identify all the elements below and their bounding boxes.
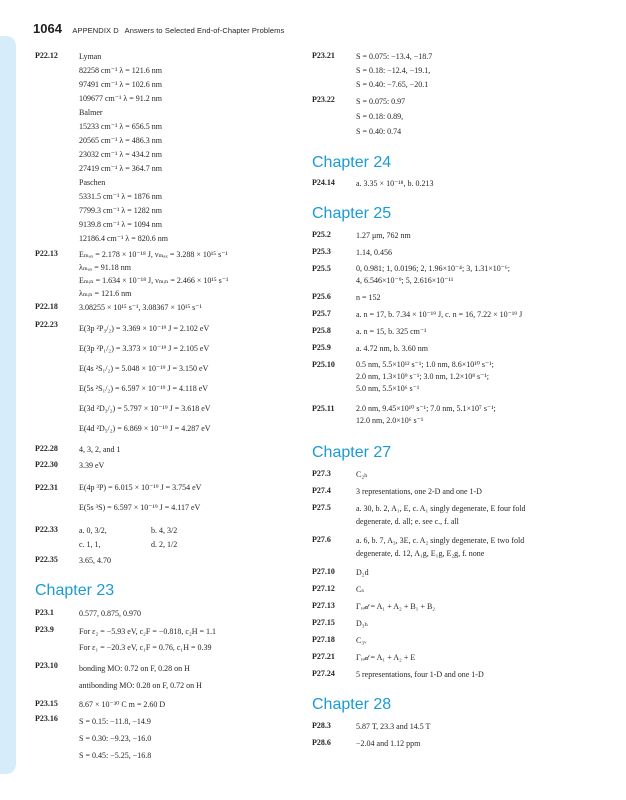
answer-p22-30 — [35, 459, 300, 472]
answer-line: λₘₐₓ = 91.18 nm — [79, 263, 132, 272]
answer-line: S = 0.15: −11.8, −14.9 — [79, 717, 151, 726]
answer-p25-9 — [312, 342, 608, 355]
answer-line: 15233 cm⁻¹ λ = 656.5 nm — [79, 122, 163, 131]
answer-lines — [356, 177, 608, 190]
answer-lines — [356, 651, 608, 664]
answer-line: a. 4.72 nm, b. 3.60 nm — [356, 344, 428, 353]
answer-line: 109677 cm⁻¹ λ = 91.2 nm — [79, 94, 163, 103]
answer-line: degenerate, d. 12, A₁g, E₁g, E₂g, f. none — [356, 549, 485, 558]
answer-line: 4, 6.546×10⁻⁹; 5, 2.616×10⁻¹¹ — [356, 276, 454, 285]
answer-p27-6 — [312, 534, 608, 560]
answer-line: 20565 cm⁻¹ λ = 486.3 nm — [79, 136, 163, 145]
answer-line: S = 0.075: 0.97 — [356, 97, 406, 106]
answer-lines — [79, 698, 300, 711]
answer-line: 4, 3, 2, and 1 — [79, 445, 121, 454]
problem-id: P22.33 — [35, 525, 58, 534]
answer-line: E(3p ²P₁/₂) = 3.373 × 10⁻¹⁹ J = 2.105 eV — [79, 344, 210, 353]
answer-cell: d. 2, 1/2 — [151, 540, 178, 549]
answer-lines — [356, 342, 608, 355]
answer-p25-2 — [312, 229, 608, 242]
answer-line: 82258 cm⁻¹ λ = 121.6 nm — [79, 66, 163, 75]
answer-line: 0.5 nm, 5.5×10¹² s⁻¹; 1.0 nm, 8.6×10¹⁰ s⁻¹; — [356, 360, 494, 369]
chapter-heading-23: Chapter 23 — [35, 582, 115, 599]
answer-line: C₂ₕ — [356, 470, 368, 479]
answer-p27-13 — [312, 600, 608, 613]
answer-line: S = 0.18: 0.89, — [356, 112, 404, 121]
answer-lines — [79, 301, 300, 315]
answer-line: 3.39 eV — [79, 461, 105, 470]
running-head — [72, 26, 284, 35]
answer-line: E(5s ²S₁/₂) = 6.597 × 10⁻¹⁹ J = 4.118 eV — [79, 384, 209, 393]
problem-id: P27.10 — [312, 567, 335, 576]
problem-id: P27.4 — [312, 486, 331, 495]
right-column — [312, 50, 608, 750]
answer-cells — [79, 524, 300, 552]
problem-id: P23.15 — [35, 699, 58, 708]
answer-lines — [356, 502, 608, 528]
answer-p27-5 — [312, 502, 608, 528]
running-head-title: Answers to Selected End-of-Chapter Problems — [124, 26, 285, 35]
answer-line: 2.0 nm, 9.45×10¹⁰ s⁻¹; 7.0 nm, 5.1×10⁷ s⁻¹; — [356, 404, 496, 413]
answer-line: Cₛ — [356, 585, 365, 594]
answer-line: E(4s ²S₁/₂) = 5.048 × 10⁻¹⁹ J = 3.150 eV — [79, 364, 209, 373]
problem-id: P25.5 — [312, 264, 331, 273]
answer-line: 3 representations, one 2-D and one 1-D — [356, 487, 482, 496]
answer-lines — [79, 660, 300, 694]
problem-id: P22.35 — [35, 555, 58, 564]
answer-p23-22 — [312, 94, 608, 139]
problem-id: P25.11 — [312, 404, 335, 413]
answer-line: 0, 0.981; 1, 0.0196; 2, 1.96×10⁻⁴; 3, 1.31×10⁻⁶; — [356, 264, 510, 273]
answer-line: S = 0.30: −9.23, −16.0 — [79, 734, 152, 743]
chapter-heading-27: Chapter 27 — [312, 444, 392, 461]
answer-line: S = 0.45: −5.25, −16.8 — [79, 751, 152, 760]
problem-id: P25.10 — [312, 360, 335, 369]
problem-id: P25.2 — [312, 230, 331, 239]
answer-p22-18 — [35, 301, 300, 315]
answer-p22-35 — [35, 554, 300, 567]
appendix-label: APPENDIX D — [72, 26, 119, 35]
problem-id: P27.5 — [312, 503, 331, 512]
answer-lines — [356, 600, 608, 613]
page-header — [33, 20, 606, 42]
answer-lines — [356, 737, 608, 750]
answer-line: bonding MO: 0.72 on F, 0.28 on H — [79, 664, 190, 673]
problem-id: P27.12 — [312, 584, 335, 593]
answer-cell: c. 1, 1, — [79, 540, 101, 549]
answer-lines — [356, 668, 608, 681]
answer-line: 27419 cm⁻¹ λ = 364.7 nm — [79, 164, 163, 173]
answer-p24-14 — [312, 177, 608, 190]
answer-line: S = 0.18: −12.4, −19.1, — [356, 66, 431, 75]
answer-p27-18 — [312, 634, 608, 647]
answer-lines — [356, 617, 608, 630]
problem-id: P27.18 — [312, 635, 335, 644]
answer-lines — [79, 443, 300, 456]
answer-lines — [356, 566, 608, 579]
problem-id: P23.21 — [312, 51, 335, 60]
answer-p27-12 — [312, 583, 608, 596]
answer-line: D₃ₕ — [356, 619, 369, 628]
answer-lines — [356, 403, 608, 427]
answer-lines — [79, 459, 300, 472]
answer-line: a. n = 17, b. 7.34 × 10⁻¹⁹ J, c. n = 16, 7.22 × 10⁻¹⁹ J — [356, 310, 523, 319]
answer-p28-3 — [312, 720, 608, 733]
answer-p25-10 — [312, 359, 608, 395]
answer-line: 9139.8 cm⁻¹ λ = 1094 nm — [79, 220, 163, 229]
answer-line: 5 representations, four 1-D and one 1-D — [356, 670, 484, 679]
answer-p23-10 — [35, 660, 300, 694]
answer-lines — [79, 713, 300, 764]
answer-lines — [79, 554, 300, 567]
answer-line: λₘᵢₙ = 121.6 nm — [79, 289, 132, 298]
answer-p22-33 — [35, 524, 300, 552]
answer-p23-21 — [312, 50, 608, 92]
answer-p22-31 — [35, 478, 300, 518]
answer-line: 5.87 T, 23.3 and 14.5 T — [356, 722, 431, 731]
problem-id: P22.30 — [35, 460, 58, 469]
problem-id: P25.3 — [312, 247, 331, 256]
problem-id: P25.8 — [312, 326, 331, 335]
answer-lines — [79, 319, 300, 439]
answer-p25-3 — [312, 246, 608, 259]
page-number: 1064 — [33, 21, 62, 36]
answer-p25-5 — [312, 263, 608, 287]
answer-line: 7799.3 cm⁻¹ λ = 1282 nm — [79, 206, 163, 215]
answer-lines — [356, 308, 608, 321]
answer-line: 5.0 nm, 5.5×10⁶ s⁻¹ — [356, 384, 420, 393]
answer-line: S = 0.075: −13.4, −18.7 — [356, 52, 433, 61]
answer-p22-13 — [35, 248, 300, 300]
answer-line: Paschen — [79, 178, 106, 187]
answer-line: 8.67 × 10⁻³⁰ C m = 2.60 D — [79, 700, 166, 709]
answer-lines — [79, 50, 300, 246]
problem-id: P27.6 — [312, 535, 331, 544]
problem-id: P24.14 — [312, 178, 335, 187]
answer-line: 1.14, 0.456 — [356, 248, 392, 257]
problem-id: P22.12 — [35, 51, 58, 60]
answer-line: E(3d ²D₃/₂) = 5.797 × 10⁻¹⁹ J = 3.618 eV — [79, 404, 211, 413]
problem-id: P25.9 — [312, 343, 331, 352]
answer-line: For ε₂ = −5.93 eV, c₂F = −0.818, c₂H = 1.1 — [79, 627, 217, 636]
answer-line: S = 0.40: 0.74 — [356, 127, 402, 136]
answer-line: 1.27 μm, 762 nm — [356, 231, 411, 240]
answer-lines — [356, 291, 608, 304]
answer-lines — [356, 583, 608, 596]
problem-id: P27.13 — [312, 601, 335, 610]
answer-lines — [356, 720, 608, 733]
answer-cell: b. 4, 3/2 — [151, 526, 178, 535]
problem-id: P23.10 — [35, 661, 58, 670]
answer-line: n = 152 — [356, 293, 381, 302]
answer-line: 3.65, 4.70 — [79, 556, 111, 565]
chapter-heading-24: Chapter 24 — [312, 154, 392, 171]
answer-lines — [356, 263, 608, 287]
answer-lines — [356, 359, 608, 395]
answer-line: a. 3.35 × 10⁻¹⁸, b. 0.213 — [356, 179, 434, 188]
chapter-heading-25: Chapter 25 — [312, 205, 392, 222]
answer-p22-23 — [35, 319, 300, 439]
answer-p27-4 — [312, 485, 608, 498]
problem-id: P22.23 — [35, 320, 58, 329]
answer-p27-21 — [312, 651, 608, 664]
problem-id: P28.3 — [312, 721, 331, 730]
answer-lines — [356, 94, 608, 139]
answer-line: −2.04 and 1.12 ppm — [356, 739, 421, 748]
answer-line: E(4p ³P) = 6.015 × 10⁻¹⁹ J = 3.754 eV — [79, 483, 202, 492]
answer-line: 12.0 nm, 2.0×10⁶ s⁻¹ — [356, 416, 424, 425]
answer-p28-6 — [312, 737, 608, 750]
answer-lines — [356, 534, 608, 560]
problem-id: P25.6 — [312, 292, 331, 301]
answer-line: For ε₁ = −20.3 eV, c₁F = 0.76, c₁H = 0.39 — [79, 643, 212, 652]
answer-lines — [356, 50, 608, 92]
answer-line: Lyman — [79, 52, 102, 61]
answer-line: 2.0 nm, 1.3×10⁹ s⁻¹; 3.0 nm, 1.2×10⁸ s⁻¹; — [356, 372, 489, 381]
answer-line: 97491 cm⁻¹ λ = 102.6 nm — [79, 80, 163, 89]
answer-line: E(3p ²P₃/₂) = 3.369 × 10⁻¹⁹ J = 2.102 eV — [79, 324, 210, 333]
problem-id: P27.21 — [312, 652, 335, 661]
answer-line: Eₘᵢₙ = 1.634 × 10⁻¹⁸ J, νₘᵢₙ = 2.466 × 10¹⁵ s⁻¹ — [79, 276, 229, 285]
answer-line: Γᵣₑ𝒹 = A₁ + A₂ + B₁ + B₂ — [356, 602, 436, 611]
answer-line: 23032 cm⁻¹ λ = 434.2 nm — [79, 150, 163, 159]
answer-line: E(5s ³S) = 6.597 × 10⁻¹⁹ J = 4.117 eV — [79, 503, 201, 512]
answer-line: 3.08255 × 10¹⁵ s⁻¹, 3.08367 × 10¹⁵ s⁻¹ — [79, 303, 202, 312]
answer-lines — [79, 248, 300, 300]
answer-line: a. 6, b. 7, A₃, 3E, c. A₂ singly degenerate, E two fold — [356, 536, 525, 545]
answer-p27-3 — [312, 468, 608, 481]
answer-p23-1 — [35, 607, 300, 620]
answer-line: C₃ᵥ — [356, 636, 367, 645]
problem-id: P22.31 — [35, 483, 58, 492]
answer-p25-6 — [312, 291, 608, 304]
problem-id: P23.9 — [35, 625, 54, 634]
answer-lines — [356, 634, 608, 647]
answer-line: a. 30, b. 2, A₁, E, c. A₁ singly degenerate, E four fold — [356, 504, 526, 513]
answer-p22-28 — [35, 443, 300, 456]
answer-lines — [356, 229, 608, 242]
answer-p22-12 — [35, 50, 300, 246]
answer-line: a. n = 15, b. 325 cm⁻¹ — [356, 327, 427, 336]
answer-line: Γᵣₑ𝒹 = A₁ + A₂ + E — [356, 653, 416, 662]
problem-id: P25.7 — [312, 309, 331, 318]
answer-line: Eₘₐₓ = 2.178 × 10⁻¹⁸ J, νₘₐₓ = 3.288 × 10¹⁵ s⁻¹ — [79, 250, 228, 259]
answer-line: antibonding MO: 0.28 on F, 0.72 on H — [79, 681, 202, 690]
answer-line: S = 0.40: −7.65, −20.1 — [356, 80, 429, 89]
answer-line: E(4d ²D₅/₂) = 6.869 × 10⁻¹⁹ J = 4.287 eV — [79, 424, 211, 433]
answer-p23-9 — [35, 624, 300, 656]
problem-id: P22.28 — [35, 444, 58, 453]
answer-line: degenerate, d. all; e. see c., f. all — [356, 517, 459, 526]
problem-id: P28.6 — [312, 738, 331, 747]
answer-cell: a. 0, 3/2, — [79, 526, 107, 535]
problem-id: P27.24 — [312, 669, 335, 678]
answer-line: D₂d — [356, 568, 369, 577]
problem-id: P23.22 — [312, 95, 335, 104]
answer-line: 12186.4 cm⁻¹ λ = 820.6 nm — [79, 234, 169, 243]
answer-lines — [79, 624, 300, 656]
answer-p23-16 — [35, 713, 300, 764]
answer-lines — [79, 607, 300, 620]
answer-p27-15 — [312, 617, 608, 630]
answer-lines — [356, 246, 608, 259]
problem-id: P23.16 — [35, 714, 58, 723]
answer-p25-8 — [312, 325, 608, 338]
answer-p27-24 — [312, 668, 608, 681]
answer-lines — [356, 468, 608, 481]
answer-lines — [356, 485, 608, 498]
answer-p27-10 — [312, 566, 608, 579]
problem-id: P22.18 — [35, 302, 58, 311]
problem-id: P27.3 — [312, 469, 331, 478]
answer-line: Balmer — [79, 108, 103, 117]
chapter-heading-28: Chapter 28 — [312, 696, 392, 713]
answer-lines — [356, 325, 608, 338]
answer-lines — [79, 478, 300, 518]
answer-p25-11 — [312, 403, 608, 427]
left-column — [35, 50, 300, 764]
problem-id: P27.15 — [312, 618, 335, 627]
answer-line: 5331.5 cm⁻¹ λ = 1876 nm — [79, 192, 163, 201]
answer-p23-15 — [35, 698, 300, 711]
page-edge-tab — [0, 36, 16, 774]
answer-p25-7 — [312, 308, 608, 321]
problem-id: P22.13 — [35, 249, 58, 258]
problem-id: P23.1 — [35, 608, 54, 617]
answer-line: 0.577, 0.875, 0.970 — [79, 609, 141, 618]
